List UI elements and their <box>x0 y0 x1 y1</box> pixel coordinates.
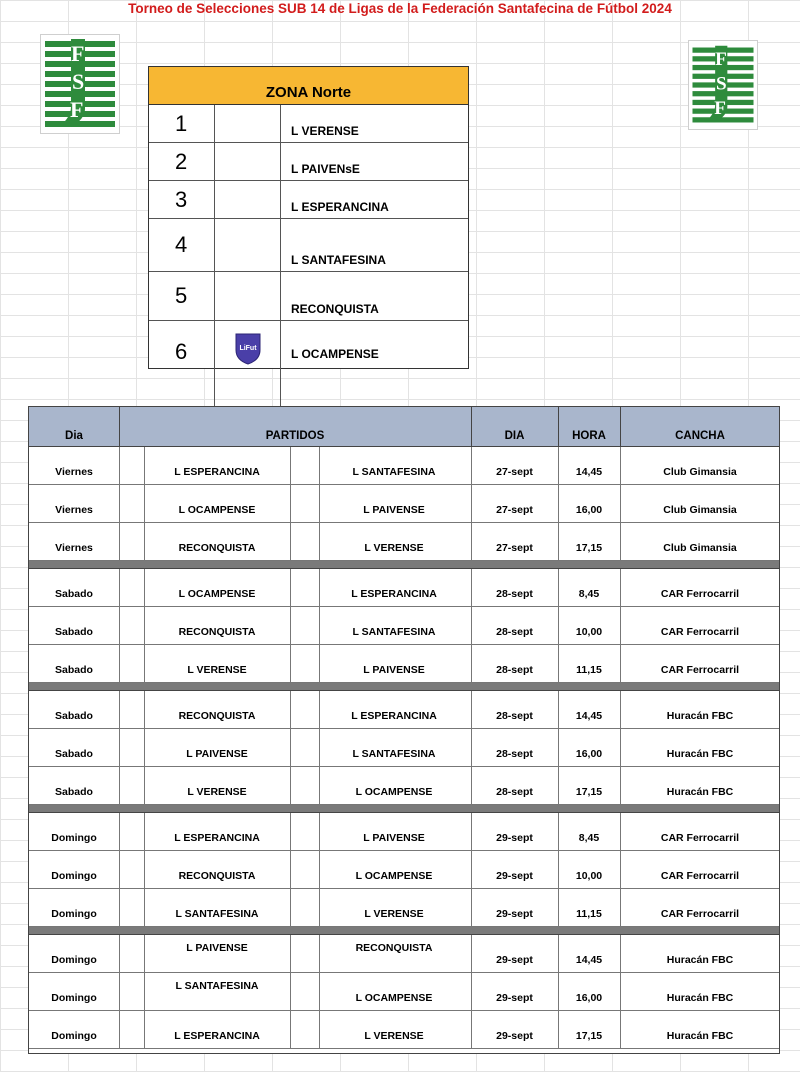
fixture-away-team: L OCAMPENSE <box>355 870 433 882</box>
fixture-field: CAR Ferrocarril <box>660 588 740 600</box>
badge-text: LiFut <box>238 345 257 352</box>
fixture-home-team: RECONQUISTA <box>178 710 256 722</box>
fixture-field: Club Gimansia <box>663 542 737 554</box>
fixture-row <box>29 935 779 973</box>
page-title: Torneo de Selecciones SUB 14 de Ligas de la Federación Santafecina de Fútbol 2024 <box>128 1 672 16</box>
fixture-day: Sabado <box>55 588 93 600</box>
fixture-row <box>29 607 779 645</box>
fixtures-header-row <box>29 407 779 447</box>
team-name: RECONQUISTA <box>291 302 379 316</box>
fixture-field: Huracán FBC <box>666 710 734 722</box>
fixture-day: Viernes <box>55 504 93 516</box>
day-separator <box>29 683 779 691</box>
fsf-logo-icon <box>41 35 119 133</box>
fixture-row <box>29 645 779 683</box>
fixture-date: 28-sept <box>496 588 533 600</box>
team-logo-cell <box>215 105 281 142</box>
logo-letter-f1: F <box>715 48 727 70</box>
fixture-home-team: L ESPERANCINA <box>174 466 260 478</box>
team-number: 4 <box>149 219 215 271</box>
fixture-home-team: L SANTAFESINA <box>175 908 259 920</box>
fixture-away-team: L ESPERANCINA <box>351 710 437 722</box>
fixture-time: 14,45 <box>575 954 603 966</box>
fixture-day: Domingo <box>51 1030 97 1042</box>
fixture-date: 29-sept <box>496 954 533 966</box>
team-name: L PAIVENsE <box>291 162 360 176</box>
fixture-row <box>29 447 779 485</box>
fixture-time: 10,00 <box>575 626 603 638</box>
fixture-away-team: L VERENSE <box>364 542 424 554</box>
fixture-day: Domingo <box>51 954 97 966</box>
lifut-badge-icon <box>233 331 263 365</box>
team-number: 1 <box>149 105 215 142</box>
fixture-field: CAR Ferrocarril <box>660 832 740 844</box>
fixture-day: Sabado <box>55 664 93 676</box>
team-name: L ESPERANCINA <box>291 200 389 214</box>
fixture-row <box>29 691 779 729</box>
zone-row <box>149 181 468 219</box>
fixture-day: Viernes <box>55 466 93 478</box>
fixture-home-team: L SANTAFESINA <box>175 980 259 992</box>
header-field: CANCHA <box>675 430 725 442</box>
logo-letter-f2: F <box>714 97 726 119</box>
fixture-date: 27-sept <box>496 542 533 554</box>
team-number: 5 <box>149 272 215 320</box>
fixture-row <box>29 485 779 523</box>
fixture-field: CAR Ferrocarril <box>660 870 740 882</box>
day-separator <box>29 805 779 813</box>
fixture-away-team: L ESPERANCINA <box>351 588 437 600</box>
fixture-away-team: RECONQUISTA <box>355 942 433 954</box>
fixture-field: Huracán FBC <box>666 748 734 760</box>
fixture-date: 29-sept <box>496 908 533 920</box>
fixture-away-team: L VERENSE <box>364 1030 424 1042</box>
header-day: Dia <box>65 430 83 442</box>
team-logo-cell <box>215 272 281 320</box>
fixture-date: 28-sept <box>496 748 533 760</box>
fixture-row <box>29 569 779 607</box>
fixture-away-team: L SANTAFESINA <box>352 466 436 478</box>
fixture-time: 16,00 <box>575 992 603 1004</box>
fixture-row <box>29 813 779 851</box>
header-time: HORA <box>572 430 606 442</box>
logo-letter-s: S <box>716 73 727 95</box>
fixture-day: Domingo <box>51 832 97 844</box>
fixture-field: Huracán FBC <box>666 1030 734 1042</box>
fixture-home-team: L VERENSE <box>187 786 247 798</box>
fixture-time: 17,15 <box>575 542 603 554</box>
fixture-day: Sabado <box>55 748 93 760</box>
fixture-away-team: L OCAMPENSE <box>355 786 433 798</box>
zone-row <box>149 321 468 406</box>
fixture-date: 27-sept <box>496 504 533 516</box>
team-name: L SANTAFESINA <box>291 253 386 267</box>
zone-header: ZONA Norte <box>149 67 468 105</box>
fixture-time: 14,45 <box>575 710 603 722</box>
fixture-day: Domingo <box>51 992 97 1004</box>
fixture-field: CAR Ferrocarril <box>660 908 740 920</box>
fixture-date: 28-sept <box>496 626 533 638</box>
fixture-date: 27-sept <box>496 466 533 478</box>
fixture-home-team: L PAIVENSE <box>186 942 248 954</box>
fixture-day: Sabado <box>55 786 93 798</box>
fixture-time: 17,15 <box>575 786 603 798</box>
team-logo-cell <box>215 181 281 218</box>
fixtures-table <box>28 406 780 1054</box>
fixture-away-team: L SANTAFESINA <box>352 748 436 760</box>
fixture-time: 8,45 <box>578 832 600 844</box>
zone-row <box>149 105 468 143</box>
team-logo-cell <box>215 219 281 271</box>
zone-row <box>149 143 468 181</box>
fixture-time: 16,00 <box>575 748 603 760</box>
fixture-home-team: L VERENSE <box>187 664 247 676</box>
fixture-field: Huracán FBC <box>666 954 734 966</box>
fixture-time: 14,45 <box>575 466 603 478</box>
fixture-home-team: RECONQUISTA <box>178 542 256 554</box>
fixture-row <box>29 767 779 805</box>
fixture-field: Huracán FBC <box>666 992 734 1004</box>
fixture-day: Sabado <box>55 626 93 638</box>
fixture-date: 29-sept <box>496 870 533 882</box>
header-matches: PARTIDOS <box>265 430 325 442</box>
fixture-field: Huracán FBC <box>666 786 734 798</box>
fixture-date: 28-sept <box>496 664 533 676</box>
fixture-field: Club Gimansia <box>663 466 737 478</box>
logo-letter-f2: F <box>70 97 84 122</box>
fixture-away-team: L OCAMPENSE <box>355 992 433 1004</box>
fsf-logo-icon <box>689 41 757 129</box>
fixture-time: 11,15 <box>576 664 602 676</box>
day-separator <box>29 927 779 935</box>
team-number: 6 <box>149 321 215 406</box>
fixture-time: 10,00 <box>575 870 603 882</box>
fixture-field: CAR Ferrocarril <box>660 664 740 676</box>
fixture-home-team: L ESPERANCINA <box>174 832 260 844</box>
fixture-row <box>29 851 779 889</box>
team-number: 2 <box>149 143 215 180</box>
fixture-home-team: L OCAMPENSE <box>178 588 256 600</box>
team-logo-cell <box>215 321 281 406</box>
team-logo-cell <box>215 143 281 180</box>
team-name: L VERENSE <box>291 124 359 138</box>
fixture-time: 8,45 <box>578 588 600 600</box>
fixture-home-team: L ESPERANCINA <box>174 1030 260 1042</box>
fixture-away-team: L PAIVENSE <box>363 832 425 844</box>
fixture-field: Club Gimansia <box>663 504 737 516</box>
fixture-day: Sabado <box>55 710 93 722</box>
fixture-away-team: L SANTAFESINA <box>352 626 436 638</box>
fixture-date: 28-sept <box>496 786 533 798</box>
fixture-home-team: RECONQUISTA <box>178 870 256 882</box>
fixture-away-team: L VERENSE <box>364 908 424 920</box>
fixture-day: Domingo <box>51 908 97 920</box>
fixtures-body <box>29 447 779 1049</box>
fixture-time: 16,00 <box>575 504 603 516</box>
fixture-row <box>29 523 779 561</box>
fsf-logo-right <box>688 40 758 130</box>
fixture-time: 17,15 <box>575 1030 603 1042</box>
fixture-row <box>29 889 779 927</box>
zone-row <box>149 272 468 321</box>
fixture-field: CAR Ferrocarril <box>660 626 740 638</box>
fixture-date: 29-sept <box>496 992 533 1004</box>
day-separator <box>29 561 779 569</box>
zone-table <box>148 66 469 369</box>
fixture-date: 29-sept <box>496 832 533 844</box>
fixture-day: Viernes <box>55 542 93 554</box>
header-date: DIA <box>504 430 525 442</box>
fixture-row <box>29 973 779 1011</box>
logo-letter-f1: F <box>71 41 85 66</box>
zone-row <box>149 219 468 272</box>
logo-letter-s: S <box>72 69 85 94</box>
fixture-time: 11,15 <box>576 908 602 920</box>
fixture-home-team: RECONQUISTA <box>178 626 256 638</box>
fixture-home-team: L OCAMPENSE <box>178 504 256 516</box>
fixture-day: Domingo <box>51 870 97 882</box>
fsf-logo-left <box>40 34 120 134</box>
fixture-away-team: L PAIVENSE <box>363 664 425 676</box>
fixture-date: 29-sept <box>496 1030 533 1042</box>
team-number: 3 <box>149 181 215 218</box>
fixture-row <box>29 1011 779 1049</box>
fixture-away-team: L PAIVENSE <box>363 504 425 516</box>
fixture-home-team: L PAIVENSE <box>186 748 248 760</box>
team-name: L OCAMPENSE <box>291 347 379 361</box>
fixture-row <box>29 729 779 767</box>
fixture-date: 28-sept <box>496 710 533 722</box>
